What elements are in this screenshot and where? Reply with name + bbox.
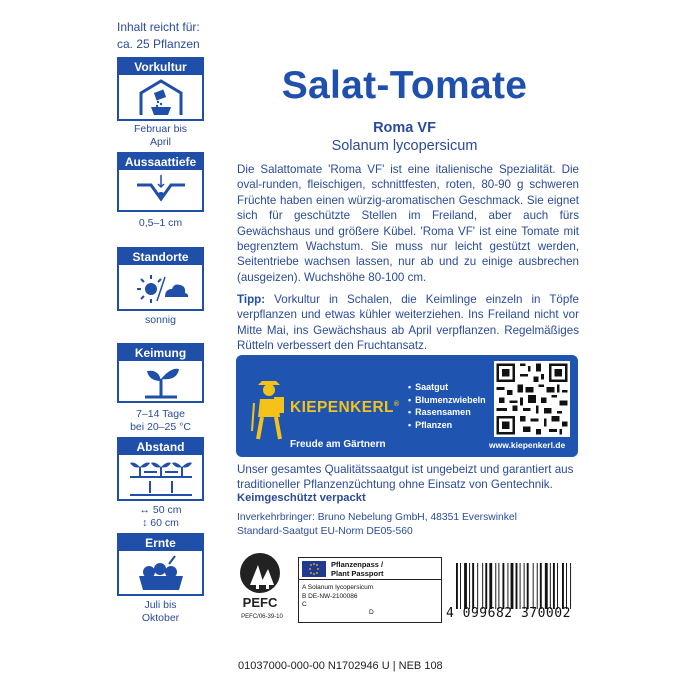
keimung-caption-2: bei 20–25 °C [130, 421, 191, 433]
pefc-code: PEFC/06-39-10 [241, 614, 283, 620]
barcode-number: 4 099682 370002 [446, 606, 571, 621]
keimung-caption-1: 7–14 Tage [136, 408, 185, 420]
abstand-caption-1: ↔ 50 cm [139, 504, 182, 516]
article-code: 01037000-000-00 N1702946 U | NEB 108 [238, 660, 443, 672]
list-item: • Rasensamen [408, 406, 486, 419]
sun-cloud-icon [119, 265, 202, 309]
standorte-box [117, 247, 204, 311]
pefc-tree-icon [234, 551, 286, 611]
passport-line-a: A Solanum lycopersicum [302, 584, 374, 591]
kiepenkerl-figure-icon [250, 381, 288, 441]
product-description: Die Salattomate 'Roma VF' ist eine italienische Spezialität. Die oval-runden, fleischigen, schnittfesten, roten, 80-90 g schweren Früchte haben einen würzig-aromatischen Geschmack. Sie eignet sich für geschützte Stellen im Freiland, aber auch fürs Gewächshaus und größere Kübel. 'Roma VF' ist eine Tomate mit begrenztem Wachstum. Sie muss nur leicht gestützt werden, Seitentriebe wachsen lassen, nur ab und zu einige ausbrechen (ausgeizen). Wuchshöhe 80-100 cm. [237, 163, 579, 284]
passport-line-c: C [302, 601, 307, 608]
aussaattiefe-caption: 0,5–1 cm [138, 217, 183, 229]
plant-passport-header [299, 558, 441, 580]
list-item: • Saatgut [408, 381, 486, 394]
plant-passport-lines [302, 584, 373, 610]
keimung-caption [117, 408, 204, 434]
passport-title-line2: Plant Passport [331, 568, 384, 578]
passport-line-b: B DE-NW-2100086 [302, 592, 358, 600]
germination-protection-note: Keimgeschützt verpackt [237, 492, 366, 504]
seedling-icon [119, 361, 202, 401]
kiepenkerl-banner [236, 355, 578, 457]
ernte-caption [117, 599, 204, 625]
content-amount [117, 19, 200, 53]
latin-name: Solanum lycopersicum [331, 138, 478, 154]
plant-passport-title [331, 561, 384, 578]
vorkultur-label: Vorkultur [119, 59, 202, 75]
variety-name: Roma VF [373, 120, 436, 136]
content-amount-line1: Inhalt reicht für: [117, 20, 200, 34]
vorkultur-box [117, 57, 204, 121]
distributor-info [237, 511, 517, 539]
seed-depth-icon [119, 170, 202, 210]
pefc-label: PEFC [242, 595, 278, 610]
aussaattiefe-label: Aussaattiefe [119, 154, 202, 170]
vorkultur-caption [117, 123, 204, 149]
product-title: Salat-Tomate [281, 64, 528, 107]
website-url[interactable]: www.kiepenkerl.de [489, 440, 566, 450]
standard-line: Standard-Saatgut EU-Norm DE05-560 [237, 526, 413, 537]
harvest-basket-icon [119, 551, 202, 594]
quality-statement: Unser gesamtes Qualitätssaatgut ist ungebeizt und garantiert aus traditioneller Pflanzenzüchtung ohne Einsatz von Gentechnik. [237, 463, 574, 492]
brand-text: KIEPENKERL [290, 399, 394, 416]
aussaattiefe-box [117, 152, 204, 212]
abstand-box [117, 437, 204, 501]
keimung-box [117, 343, 204, 403]
brand-name [290, 399, 399, 417]
passport-line-d: D [369, 609, 374, 616]
ernte-caption-1: Juli bis [144, 599, 177, 611]
list-item: • Blumenzwiebeln [408, 394, 486, 407]
tip-paragraph [237, 292, 579, 354]
ernte-label: Ernte [119, 535, 202, 551]
brand-reg: ® [393, 400, 400, 408]
ernte-box [117, 533, 204, 596]
standorte-caption: sonnig [145, 314, 176, 326]
tip-label: Tipp: [237, 293, 266, 306]
list-item: • Pflanzen [408, 419, 486, 432]
abstand-caption-2: ↕ 60 cm [142, 517, 179, 529]
abstand-label: Abstand [119, 439, 202, 455]
spacing-icon [119, 455, 202, 499]
standorte-label: Standorte [119, 249, 202, 265]
distributor-line: Inverkehrbringer: Bruno Nebelung GmbH, 48351 Everswinkel [237, 512, 517, 523]
greenhouse-sowing-icon [119, 75, 202, 119]
ernte-caption-2: Oktober [141, 612, 180, 624]
qr-code-icon[interactable] [494, 361, 570, 437]
vorkultur-caption-2: April [149, 136, 171, 148]
eu-flag-icon [302, 561, 326, 577]
passport-title-line1: Pflanzenpass / [331, 560, 384, 569]
pefc-logo [234, 551, 286, 623]
brand-tagline: Freude am Gärtnern [290, 439, 386, 450]
tip-text: Vorkultur in Schalen, die Keimlinge einzeln in Töpfe verpflanzen und etwas kühler weiterziehen. Ins Freiland nicht vor Mitte Mai, ins Gewächshaus ab April verpflanzen. Regelmäßiges Rütteln verbessert den Fruchtansatz. [237, 293, 579, 353]
keimung-label: Keimung [119, 345, 202, 361]
product-range-list [408, 381, 486, 431]
plant-passport [298, 557, 442, 623]
vorkultur-caption-1: Februar bis [133, 123, 188, 135]
brand-logo [250, 381, 400, 450]
abstand-caption [117, 504, 204, 530]
content-amount-line2: ca. 25 Pflanzen [117, 37, 200, 51]
